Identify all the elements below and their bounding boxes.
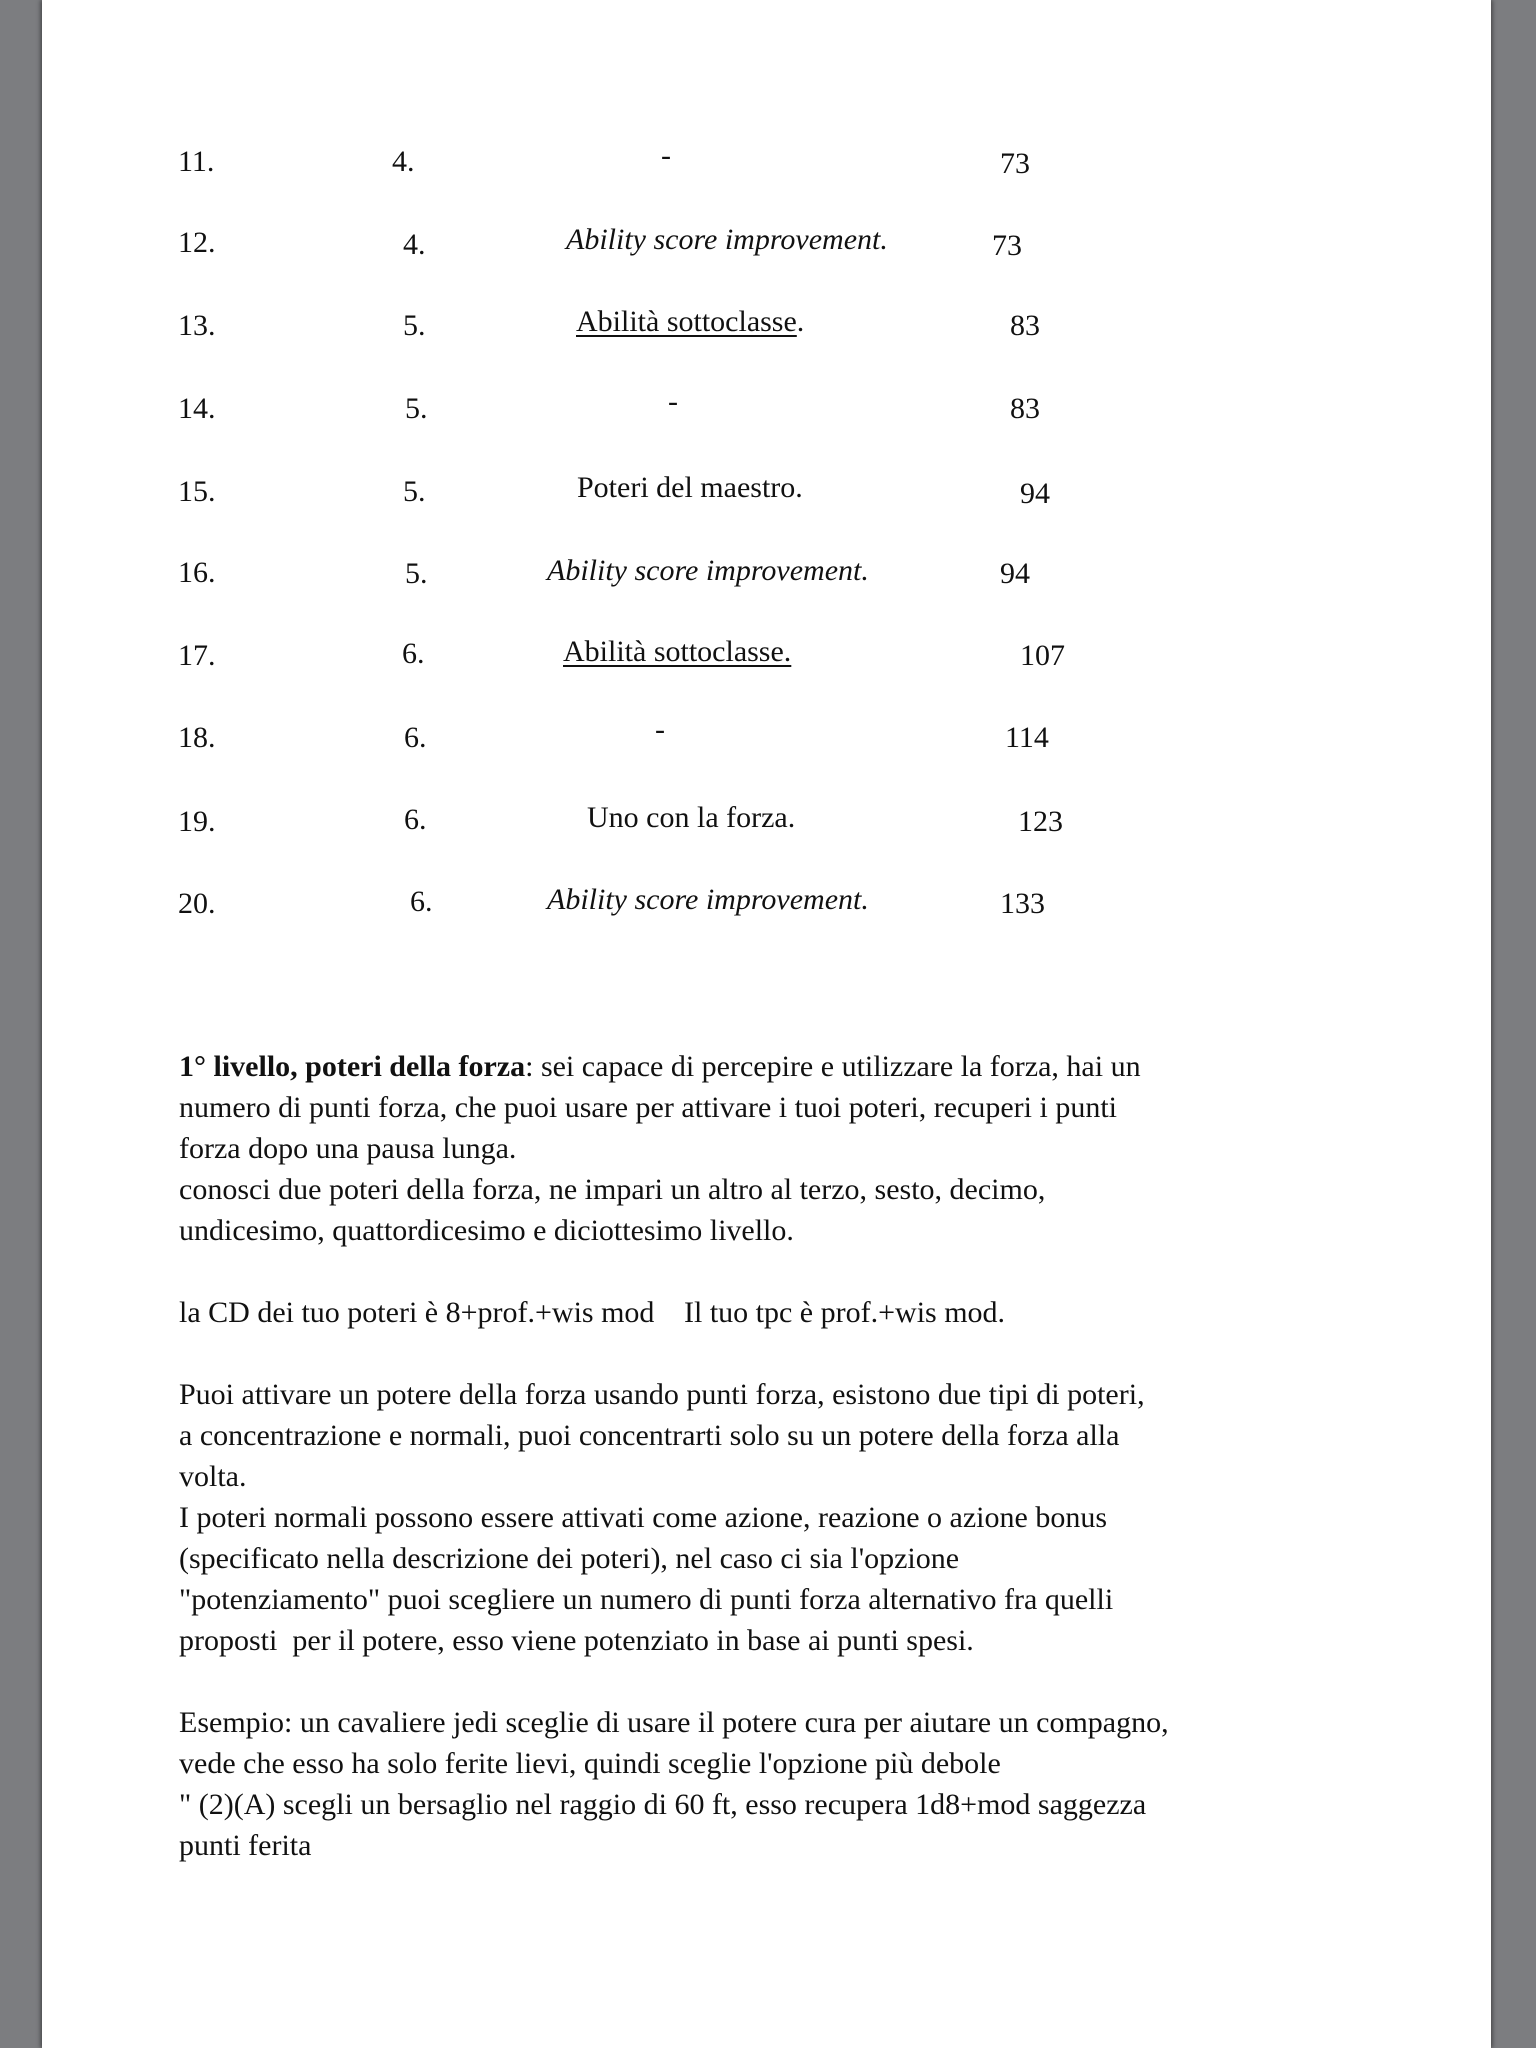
paragraph-gap bbox=[179, 1251, 1409, 1292]
feature-suffix: . bbox=[796, 305, 805, 338]
feature-cell: - bbox=[661, 139, 671, 172]
force-points-cell: 6. bbox=[404, 721, 427, 754]
hit-points-cell: 94 bbox=[1020, 477, 1050, 510]
level-cell: 18. bbox=[178, 721, 216, 754]
dc-attack-line bbox=[179, 1292, 1409, 1333]
example-line: vede che esso ha solo ferite lievi, quindi sceglie l'opzione più debole bbox=[179, 1747, 1001, 1780]
paragraph-gap bbox=[179, 1333, 1409, 1374]
force-powers-section bbox=[179, 1046, 1409, 1866]
feature-cell: - bbox=[655, 713, 665, 746]
hit-points-cell: 114 bbox=[1005, 721, 1049, 754]
hit-points-cell: 123 bbox=[1018, 805, 1063, 838]
intro-line: sei capace di percepire e utilizzare la forza, hai un bbox=[533, 1050, 1141, 1083]
feature-cell: Ability score improvement. bbox=[547, 883, 869, 916]
activation-line: Puoi attivare un potere della forza usando punti forza, esistono due tipi di poteri, bbox=[179, 1378, 1145, 1411]
level-cell: 11. bbox=[178, 145, 215, 178]
force-points-cell: 6. bbox=[402, 637, 425, 670]
feature-cell: Poteri del maestro. bbox=[577, 471, 803, 504]
feature-cell: Ability score improvement. bbox=[547, 554, 869, 587]
hit-points-cell: 94 bbox=[1000, 557, 1030, 590]
example-line: " (2)(A) scegli un bersaglio nel raggio di 60 ft, esso recupera 1d8+mod saggezza bbox=[179, 1788, 1147, 1821]
level-cell: 14. bbox=[178, 392, 216, 425]
intro-line: numero di punti forza, che puoi usare per attivare i tuoi poteri, recuperi i punti bbox=[179, 1091, 1118, 1124]
force-points-cell: 5. bbox=[403, 309, 426, 342]
hit-points-cell: 83 bbox=[1010, 309, 1040, 342]
force-points-cell: 4. bbox=[403, 228, 426, 261]
example-paragraph bbox=[179, 1702, 1409, 1866]
level-cell: 12. bbox=[178, 226, 216, 259]
activation-line: volta. bbox=[179, 1460, 247, 1493]
attack-bonus-text: Il tuo tpc è prof.+wis mod. bbox=[684, 1296, 1006, 1329]
example-line: Esempio: un cavaliere jedi sceglie di usare il potere cura per aiutare un compagno, bbox=[179, 1706, 1169, 1739]
force-points-cell: 5. bbox=[403, 475, 426, 508]
section-heading: 1° livello, poteri della forza bbox=[179, 1050, 526, 1083]
level-cell: 19. bbox=[178, 805, 216, 838]
hit-points-cell: 107 bbox=[1020, 639, 1065, 672]
feature-link[interactable]: Abilità sottoclasse bbox=[576, 305, 797, 338]
level-cell: 20. bbox=[178, 887, 216, 920]
feature-cell: Uno con la forza. bbox=[587, 801, 796, 834]
feature-cell: Ability score improvement. bbox=[566, 223, 888, 256]
level-cell: 16. bbox=[178, 556, 216, 589]
level-cell: 17. bbox=[178, 639, 216, 672]
intro-line: forza dopo una pausa lunga. bbox=[179, 1132, 517, 1165]
hit-points-cell: 73 bbox=[1000, 147, 1030, 180]
feature-cell bbox=[576, 304, 804, 340]
paragraph-gap bbox=[179, 1661, 1409, 1702]
force-points-cell: 5. bbox=[405, 392, 428, 425]
heading-separator: : bbox=[525, 1050, 534, 1083]
intro-line: undicesimo, quattordicesimo e diciottesimo livello. bbox=[179, 1214, 794, 1247]
intro-paragraph bbox=[179, 1046, 1409, 1251]
force-points-cell: 5. bbox=[405, 557, 428, 590]
hit-points-cell: 133 bbox=[1000, 887, 1045, 920]
activation-paragraph bbox=[179, 1374, 1409, 1661]
force-points-cell: 4. bbox=[392, 145, 415, 178]
force-points-cell: 6. bbox=[410, 885, 433, 918]
activation-line: a concentrazione e normali, puoi concentrarti solo su un potere della forza alla bbox=[179, 1419, 1120, 1452]
activation-line: I poteri normali possono essere attivati come azione, reazione o azione bonus bbox=[179, 1501, 1108, 1534]
example-line: punti ferita bbox=[179, 1829, 312, 1862]
activation-line: (specificato nella descrizione dei poteri), nel caso ci sia l'opzione bbox=[179, 1542, 960, 1575]
hit-points-cell: 73 bbox=[992, 229, 1022, 262]
hit-points-cell: 83 bbox=[1010, 392, 1040, 425]
activation-line: "potenziamento" puoi scegliere un numero di punti forza alternativo fra quelli bbox=[179, 1583, 1114, 1616]
level-cell: 13. bbox=[178, 309, 216, 342]
feature-link[interactable]: Abilità sottoclasse. bbox=[563, 635, 792, 668]
document-page bbox=[42, 0, 1491, 2048]
feature-cell: - bbox=[668, 385, 678, 418]
force-points-cell: 6. bbox=[404, 803, 427, 836]
intro-line: conosci due poteri della forza, ne impari un altro al terzo, sesto, decimo, bbox=[179, 1173, 1046, 1206]
save-dc-text: la CD dei tuo poteri è 8+prof.+wis mod bbox=[179, 1296, 655, 1329]
level-cell: 15. bbox=[178, 475, 216, 508]
activation-line: proposti per il potere, esso viene potenziato in base ai punti spesi. bbox=[179, 1624, 974, 1657]
